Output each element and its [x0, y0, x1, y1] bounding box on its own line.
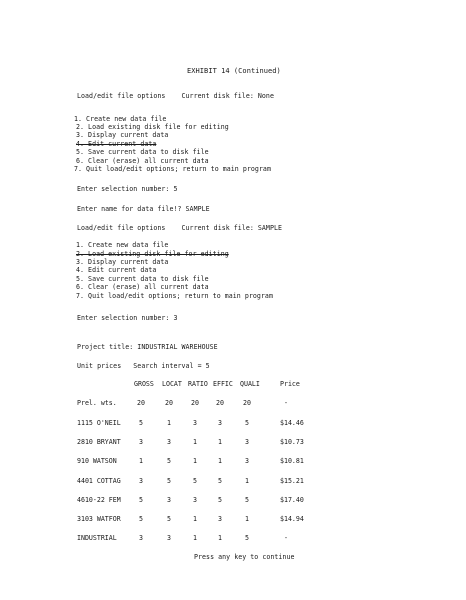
column-header: EFFIC	[213, 380, 233, 388]
row-name: 1115 O'NEIL	[77, 419, 121, 427]
column-header: LOCAT	[162, 380, 182, 388]
weights-label: Prel. wts.	[77, 399, 117, 407]
row-value: 5	[139, 419, 143, 427]
row-value: 5	[245, 419, 249, 427]
row-value: 5	[167, 457, 171, 465]
menu-item-quit-2: 7. Quit load/edit options; return to main program	[76, 292, 273, 300]
row-value: 1	[218, 438, 222, 446]
menu-item-create-1: 1. Create new data file	[74, 115, 167, 123]
weight-value: 20	[191, 399, 199, 407]
row-value: 3	[167, 534, 171, 542]
selection-prompt-2: Enter selection number: 3	[77, 314, 178, 322]
weight-value: -	[284, 399, 288, 407]
row-value: 5	[218, 477, 222, 485]
row-value: 3	[167, 438, 171, 446]
row-value: 3	[218, 515, 222, 523]
row-value: $10.81	[280, 457, 304, 465]
row-value: 3	[218, 419, 222, 427]
row-name: INDUSTRIAL	[77, 534, 117, 542]
row-value: 5	[218, 496, 222, 504]
weight-value: 20	[216, 399, 224, 407]
row-value: 5	[245, 534, 249, 542]
row-value: $15.21	[280, 477, 304, 485]
row-value: 5	[193, 477, 197, 485]
options-header-1: Load/edit file options Current disk file: None	[77, 92, 274, 100]
row-name: 2810 BRYANT	[77, 438, 121, 446]
row-name: 4401 COTTAG	[77, 477, 121, 485]
row-value: 5	[139, 515, 143, 523]
row-value: 3	[139, 438, 143, 446]
row-value: $10.73	[280, 438, 304, 446]
row-value: 5	[139, 496, 143, 504]
menu-item-clear-2: 6. Clear (erase) all current data	[76, 283, 209, 291]
row-value: 5	[167, 477, 171, 485]
row-value: 3	[167, 496, 171, 504]
row-value: 1	[218, 534, 222, 542]
menu-item-display-2: 3. Display current data	[76, 258, 169, 266]
exhibit-title: EXHIBIT 14 (Continued)	[187, 67, 281, 75]
row-name: 910 WATSON	[77, 457, 117, 465]
unit-prices-line: Unit prices Search interval = 5	[77, 362, 210, 370]
row-value: 3	[139, 477, 143, 485]
row-value: $14.46	[280, 419, 304, 427]
row-value: $14.94	[280, 515, 304, 523]
weight-value: 20	[243, 399, 251, 407]
menu-item-quit-1: 7. Quit load/edit options; return to main program	[74, 165, 271, 173]
weight-value: 20	[137, 399, 145, 407]
press-any-key: Press any key to continue	[194, 553, 295, 561]
row-value: 1	[193, 534, 197, 542]
row-value: 5	[245, 496, 249, 504]
options-header-2: Load/edit file options Current disk file: SAMPLE	[77, 224, 283, 232]
row-value: 1	[245, 477, 249, 485]
row-value: 1	[167, 419, 171, 427]
column-header: GROSS	[134, 380, 154, 388]
row-value: $17.40	[280, 496, 304, 504]
row-value: 3	[245, 457, 249, 465]
row-value: 1	[193, 515, 197, 523]
menu-item-save-1: 5. Save current data to disk file	[76, 148, 209, 156]
weight-value: 20	[165, 399, 173, 407]
row-value: 1	[218, 457, 222, 465]
row-value: 5	[167, 515, 171, 523]
row-value: 1	[139, 457, 143, 465]
row-value: 1	[193, 457, 197, 465]
row-value: 3	[245, 438, 249, 446]
menu-item-load-1: 2. Load existing disk file for editing	[76, 123, 229, 131]
selection-prompt-1: Enter selection number: 5	[77, 185, 178, 193]
row-value: 1	[193, 438, 197, 446]
menu-item-edit-1: 4. Edit current data	[76, 140, 157, 148]
row-value: -	[284, 534, 288, 542]
menu-item-display-1: 3. Display current data	[76, 131, 169, 139]
menu-item-create-2: 1. Create new data file	[76, 241, 169, 249]
row-name: 4610-22 FEM	[77, 496, 121, 504]
column-header: Price	[280, 380, 300, 388]
menu-item-clear-1: 6. Clear (erase) all current data	[76, 157, 209, 165]
menu-item-save-2: 5. Save current data to disk file	[76, 275, 209, 283]
menu-item-edit-2: 4. Edit current data	[76, 266, 157, 274]
project-title: Project title: INDUSTRIAL WAREHOUSE	[77, 343, 218, 351]
row-value: 3	[193, 496, 197, 504]
menu-item-load-2: 2. Load existing disk file for editing	[76, 250, 229, 258]
row-value: 1	[245, 515, 249, 523]
row-name: 3103 WATFOR	[77, 515, 121, 523]
column-header: QUALI	[240, 380, 260, 388]
file-name-prompt: Enter name for data file!? SAMPLE	[77, 205, 210, 213]
row-value: 3	[139, 534, 143, 542]
column-header: RATIO	[188, 380, 208, 388]
row-value: 3	[193, 419, 197, 427]
